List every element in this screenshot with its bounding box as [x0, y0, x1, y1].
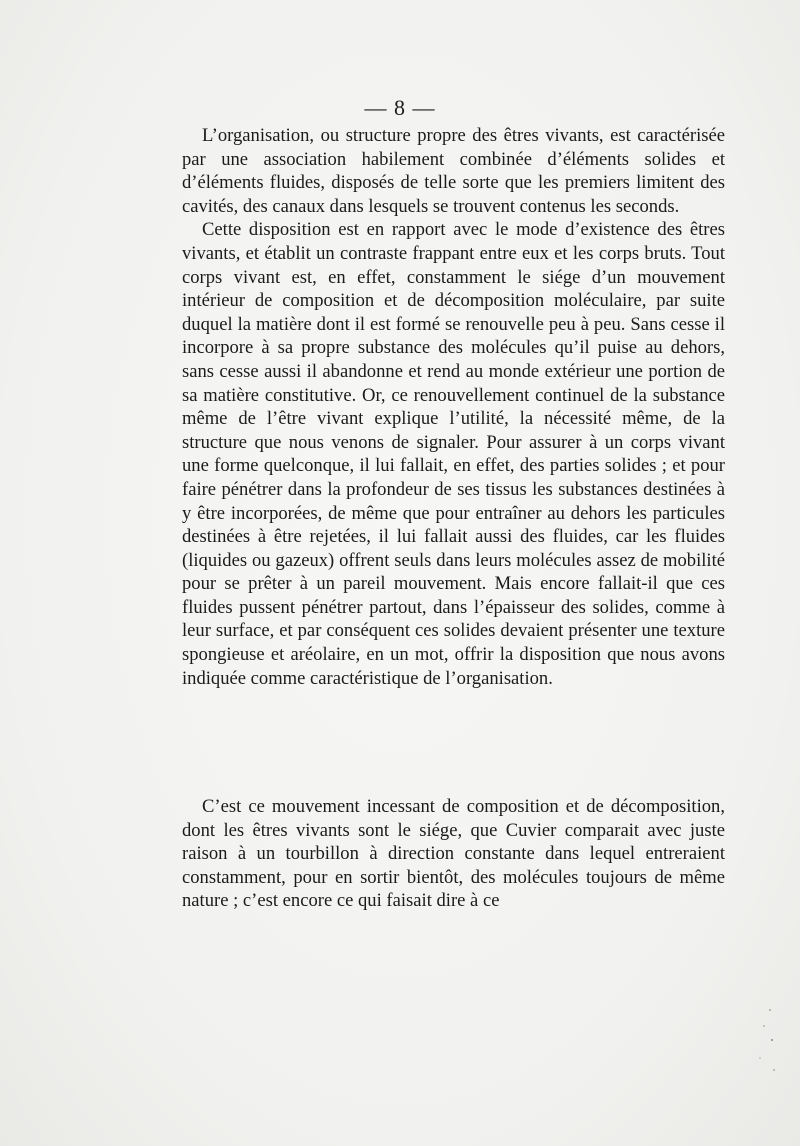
text-block-upper [182, 124, 725, 690]
paragraph-mouvement: C’est ce mouvement incessant de composition et de décomposition, dont les êtres vivants sont le siége, que Cuvier comparait avec juste raison à un tourbillon à direction constante dans lequel entreraient constamment, pour en sortir bientôt, des molécules toujours de même nature ; c’est encore ce qui faisait dire à ce [182, 796, 725, 912]
text-block-lower [182, 795, 725, 913]
paragraph-disposition: Cette disposition est en rapport avec le mode d’existence des êtres vivants, et établit un contraste frappant entre eux et les corps bruts. Tout corps vivant est, en effet, constamment le siége d’un mouvement intérieur de composition et de décomposition moléculaire, par suite duquel la matière dont il est formé se renouvelle peu à peu. Sans cesse il incorpore à sa propre substance des molécules qu’il puise au dehors, sans cesse aussi il abandonne et rend au monde extérieur une portion de sa matière constitutive. Or, ce renouvellement continuel de la substance même de l’être vivant explique l’utilité, la nécessité même, de la structure que nous venons de signaler. Pour assurer à un corps vivant une forme quelconque, il lui fallait, en effet, des parties solides ; et pour faire pénétrer dans la profondeur de ses tissus les substances destinées à y être incorporées, de même que pour entraîner au dehors les particules destinées à être rejetées, il lui fallait aussi des fluides, car les fluides (liquides ou gazeux) offrent seuls dans leurs molécules assez de mobilité pour se prêter à un pareil mouvement. Mais encore fallait-il que ces fluides pussent pénétrer partout, dans l’épaisseur des solides, comme à leur surface, et par conséquent ces solides devaient présenter une texture spongieuse et aréolaire, en un mot, offrir la disposition que nous avons indiquée comme caractéristique de l’organisation. [182, 219, 725, 689]
page-number: — 8 — [364, 95, 436, 120]
paragraph-organisation: L’organisation, ou structure propre des êtres vivants, est caractérisée par une association habilement combinée d’éléments solides et d’éléments fluides, disposés de telle sorte que les premiers limitent des cavités, des canaux dans lesquels se trouvent contenus les seconds. [182, 125, 725, 217]
paper-specks [750, 1000, 780, 1080]
